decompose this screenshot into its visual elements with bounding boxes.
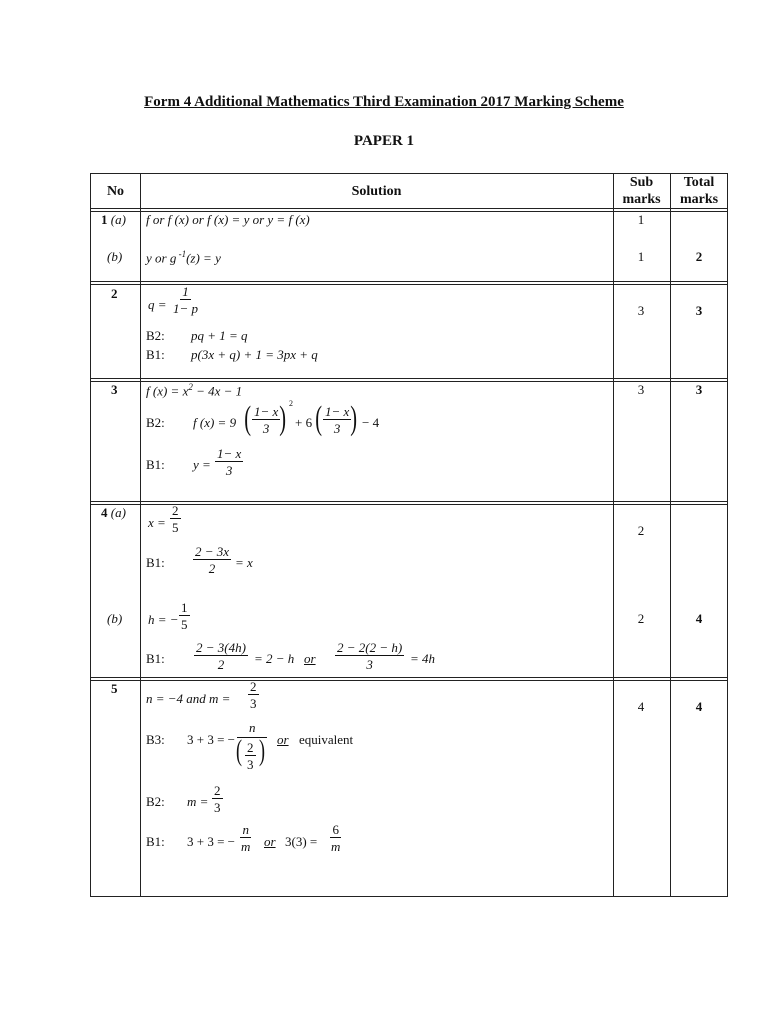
row-divider-4 xyxy=(91,677,727,681)
header-no: No xyxy=(106,184,125,199)
q5-b3-numerator: n xyxy=(249,720,256,735)
q3-b1-lhs: y = xyxy=(193,457,211,472)
marking-table xyxy=(90,173,728,897)
q5-b3-inner-fraction: $\frac{2}{3}$ xyxy=(247,740,254,772)
q5-b1-mid: 3(3) = xyxy=(285,834,318,849)
q3-sub-marks: 3 xyxy=(637,382,645,397)
q4b-b1-label: B1: xyxy=(146,651,165,666)
q3-b2-lhs: f (x) = 9 xyxy=(193,415,237,430)
q2-b1: p(3x + q) + 1 = 3px + q xyxy=(191,347,318,362)
q4b-answer-fraction: $\frac{1}{5}$ xyxy=(181,600,188,632)
q5-b1-lhs: 3 + 3 = − xyxy=(187,834,235,849)
q4a-answer-fraction: $\frac{2}{5}$ xyxy=(172,503,179,535)
header-total: Total xyxy=(683,175,715,190)
q5-b3-label: B3: xyxy=(146,732,165,747)
header-sub: Sub xyxy=(629,175,654,190)
header-total-marks: marks xyxy=(679,192,719,207)
q4b-b1-fraction-2: $\frac{2 - 2(2 - h)}{3}$ xyxy=(337,640,403,672)
q1-total-marks: 2 xyxy=(695,249,703,264)
q2-answer-fraction: $\frac{1}{1- p}$ xyxy=(173,284,199,316)
q3-total-marks: 3 xyxy=(695,382,703,397)
row-divider-3 xyxy=(91,501,727,505)
paper-heading: PAPER 1 xyxy=(353,133,415,149)
q3-b2-close-paren-2: ) xyxy=(350,400,358,437)
q5-b2-label: B2: xyxy=(146,794,165,809)
q1a-answer: f or f (x) or f (x) = y or y = f (x) xyxy=(146,212,310,227)
row-divider-2 xyxy=(91,378,727,382)
q5-b1-fraction-2: $\frac{6}{m}$ xyxy=(331,822,341,854)
q2-b1-label: B1: xyxy=(146,347,165,362)
q5-b3-tail: equivalent xyxy=(299,732,354,747)
q2-b2: pq + 1 = q xyxy=(191,328,248,343)
q5-sub-marks: 4 xyxy=(637,699,645,714)
q2-number: 2 xyxy=(111,286,118,301)
q4a-b1-label: B1: xyxy=(146,555,165,570)
q4-number: 4 (a) xyxy=(101,505,126,520)
q3-b2-end: − 4 xyxy=(362,415,380,430)
q5-b3-open-paren: ( xyxy=(236,734,242,767)
q1b-sub-marks: 1 xyxy=(637,249,645,264)
q4b-b1-fraction-1: $\frac{2 - 3(4h)}{2}$ xyxy=(196,640,246,672)
q4b-b1-rhs-1: = 2 − h xyxy=(254,651,295,666)
document-title: Form 4 Additional Mathematics Third Examination 2017 Marking Scheme xyxy=(144,94,624,110)
q2-b2-label: B2: xyxy=(146,328,165,343)
q3-answer: f $(x) = x^2 - 4x - 1$ xyxy=(146,382,243,399)
q5-answer-fraction: $\frac{2}{3}$ xyxy=(250,679,257,711)
q2-total-marks: 3 xyxy=(695,303,703,318)
q5-b2-fraction: $\frac{2}{3}$ xyxy=(214,783,221,815)
q3-b2-fraction-2: $\frac{1- x}{3}$ xyxy=(325,404,350,436)
header-solution: Solution xyxy=(351,184,402,199)
q1b-label: (b) xyxy=(107,249,123,264)
q3-b2-fraction-1: $\frac{1- x}{3}$ xyxy=(254,404,279,436)
q5-b3-close-paren: ) xyxy=(259,734,265,767)
q5-b2-lhs: m = xyxy=(187,794,209,809)
q5-b3-lhs: 3 + 3 = − xyxy=(187,732,235,747)
q3-b2-open-paren-1: ( xyxy=(244,400,252,437)
q4b-answer-lhs: h = − xyxy=(148,612,179,627)
q4a-b1-fraction: $\frac{2 - 3x}{2}$ xyxy=(195,544,230,576)
q3-b1-fraction: $\frac{1- x}{3}$ xyxy=(217,446,242,478)
q1-number: 1 (a) xyxy=(101,212,126,227)
q4a-answer-lhs: x = xyxy=(148,515,166,530)
q3-b2-label: B2: xyxy=(146,415,165,430)
q2-answer-lhs: q = xyxy=(148,297,167,312)
q5-number: 5 xyxy=(111,681,118,696)
q4-total-marks: 4 xyxy=(695,611,703,626)
q2-sub-marks: 3 xyxy=(637,303,645,318)
q5-b1-or: or xyxy=(264,834,276,849)
header-sub-marks: marks xyxy=(622,192,661,207)
q3-b2-close-paren-1: ) xyxy=(279,400,287,437)
q3-b2-mid: + 6 xyxy=(295,415,313,430)
q5-b1-fraction-1: $\frac{n}{m}$ xyxy=(241,822,251,854)
q3-b1-label: B1: xyxy=(146,457,165,472)
q1b-answer: y or g $^{-1}$(z) = y xyxy=(146,249,221,266)
q3-number: 3 xyxy=(111,382,118,397)
q4b-b1-or: or xyxy=(304,651,316,666)
q4b-b1-rhs-2: = 4h xyxy=(410,651,436,666)
q3-b2-open-paren-2: ( xyxy=(315,400,323,437)
q4b-sub-marks: 2 xyxy=(637,611,645,626)
q1a-sub-marks: 1 xyxy=(637,212,645,227)
q5-b3-or: or xyxy=(277,732,289,747)
q4a-sub-marks: 2 xyxy=(637,523,645,538)
q4a-b1-rhs: = x xyxy=(235,555,253,570)
q5-answer-lhs: n = −4 and m = xyxy=(146,691,231,706)
q4b-label: (b) xyxy=(107,611,123,626)
q5-total-marks: 4 xyxy=(695,699,703,714)
q5-b1-label: B1: xyxy=(146,834,165,849)
q3-b2-square: 2 xyxy=(289,399,293,408)
